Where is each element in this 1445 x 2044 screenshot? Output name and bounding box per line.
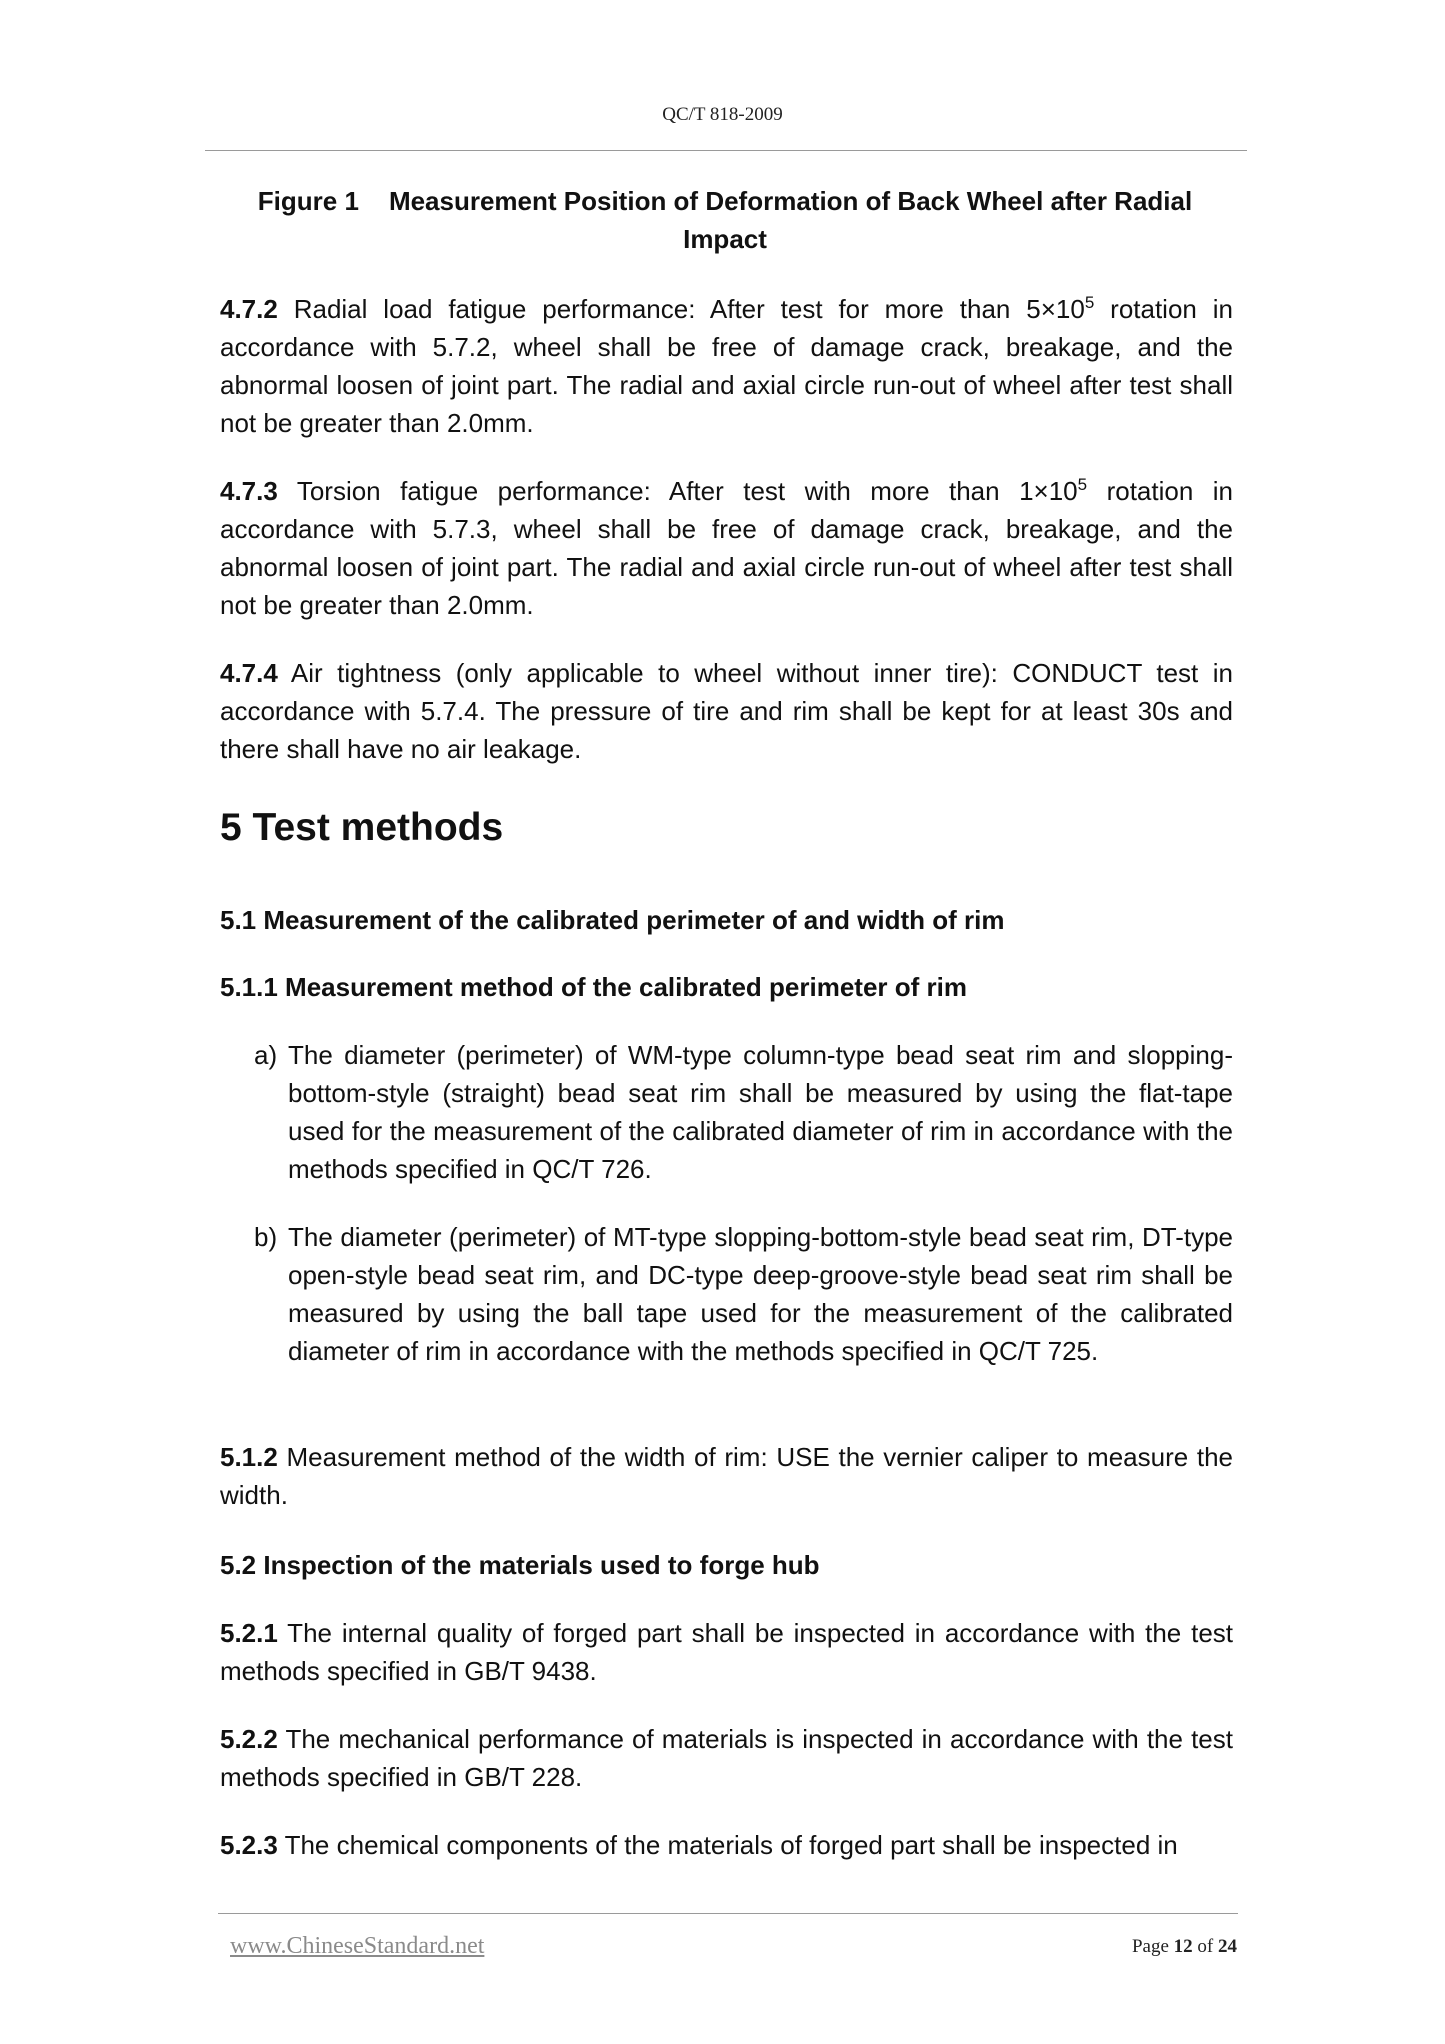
section-heading-5-1: 5.1 Measurement of the calibrated perimeter of and width of rim: [220, 905, 1005, 935]
clause-number: 4.7.4: [220, 658, 278, 688]
paragraph-5-2-2: [220, 1720, 1233, 1796]
paragraph-text: Measurement method of the width of rim: USE the vernier caliper to measure the width.: [220, 1442, 1233, 1510]
paragraph-4-7-4: [220, 654, 1233, 768]
paragraph-text: rotation in accordance with 5.7.2, wheel shall be free of damage crack, breakage, and the abnormal loosen of joint part. The radial and axial circle run-out of wheel after test shall not be greater than 2.0mm.: [220, 294, 1233, 438]
list-item-b: [254, 1218, 1233, 1370]
section-heading-5-2: 5.2 Inspection of the materials used to forge hub: [220, 1550, 820, 1580]
list-marker: a): [254, 1040, 278, 1070]
paragraph-5-2-3: [220, 1826, 1233, 1864]
list-item-text: The diameter (perimeter) of WM-type column-type bead seat rim and slopping-bottom-style (straight) bead seat rim shall be measured by using the flat-tape used for the measurement of the calibrated diameter of rim in accordance with the methods specified in QC/T 726.: [288, 1040, 1233, 1184]
document-header: QC/T 818-2009: [662, 104, 783, 125]
page-current: 12: [1173, 1936, 1193, 1957]
section-heading-5-1-1: 5.1.1 Measurement method of the calibrated perimeter of rim: [220, 972, 967, 1002]
clause-number: 5.1.2: [220, 1442, 278, 1472]
header-divider: [205, 150, 1247, 151]
paragraph-5-2-1: [220, 1614, 1233, 1690]
figure-caption: [220, 182, 1230, 258]
figure-title: Measurement Position of Deformation of Back Wheel after Radial Impact: [388, 186, 1193, 254]
list-marker: b): [254, 1222, 278, 1252]
footer-divider: [218, 1913, 1238, 1914]
list-item-text: The diameter (perimeter) of MT-type slopping-bottom-style bead seat rim, DT-type open-style bead seat rim, and DC-type deep-groove-style bead seat rim shall be measured by using the ball tape used for the measurement of the calibrated diameter of rim in accordance with the methods specified in QC/T 725.: [288, 1222, 1233, 1366]
paragraph-4-7-2: [220, 290, 1233, 442]
figure-number: Figure 1: [257, 186, 359, 216]
page-of: of: [1192, 1936, 1218, 1957]
superscript: 5: [1077, 475, 1088, 494]
paragraph-text: The mechanical performance of materials is inspected in accordance with the test methods specified in GB/T 228.: [220, 1724, 1233, 1792]
page-indicator: [1132, 1936, 1237, 1958]
paragraph-text: Radial load fatigue performance: After test for more than 5×10: [277, 294, 1085, 324]
clause-number: 5.2.2: [220, 1724, 278, 1754]
footer-site-link[interactable]: www.ChineseStandard.net: [230, 1933, 485, 1959]
paragraph-5-1-2: [220, 1438, 1233, 1514]
clause-number: 4.7.2: [220, 294, 278, 324]
section-heading-5: 5 Test methods: [220, 806, 504, 849]
paragraph-text: The internal quality of forged part shall be inspected in accordance with the test methods specified in GB/T 9438.: [220, 1618, 1233, 1686]
list-item-a: [254, 1036, 1233, 1188]
clause-number: 5.2.1: [220, 1618, 278, 1648]
paragraph-text: Air tightness (only applicable to wheel without inner tire): CONDUCT test in accordance with 5.7.4. The pressure of tire and rim shall be kept for at least 30s and there shall have no air leakage.: [220, 658, 1233, 764]
paragraph-text: rotation in accordance with 5.7.3, wheel shall be free of damage crack, breakage, and the abnormal loosen of joint part. The radial and axial circle run-out of wheel after test shall not be greater than 2.0mm.: [220, 476, 1234, 620]
paragraph-4-7-3: [220, 472, 1233, 624]
paragraph-text: The chemical components of the materials of forged part shall be inspected in: [277, 1830, 1178, 1860]
paragraph-text: Torsion fatigue performance: After test with more than 1×10: [277, 476, 1078, 506]
clause-number: 4.7.3: [220, 476, 278, 506]
page-total: 24: [1218, 1936, 1237, 1957]
clause-number: 5.2.3: [220, 1830, 278, 1860]
superscript: 5: [1084, 293, 1095, 312]
page-label: Page: [1131, 1936, 1174, 1957]
